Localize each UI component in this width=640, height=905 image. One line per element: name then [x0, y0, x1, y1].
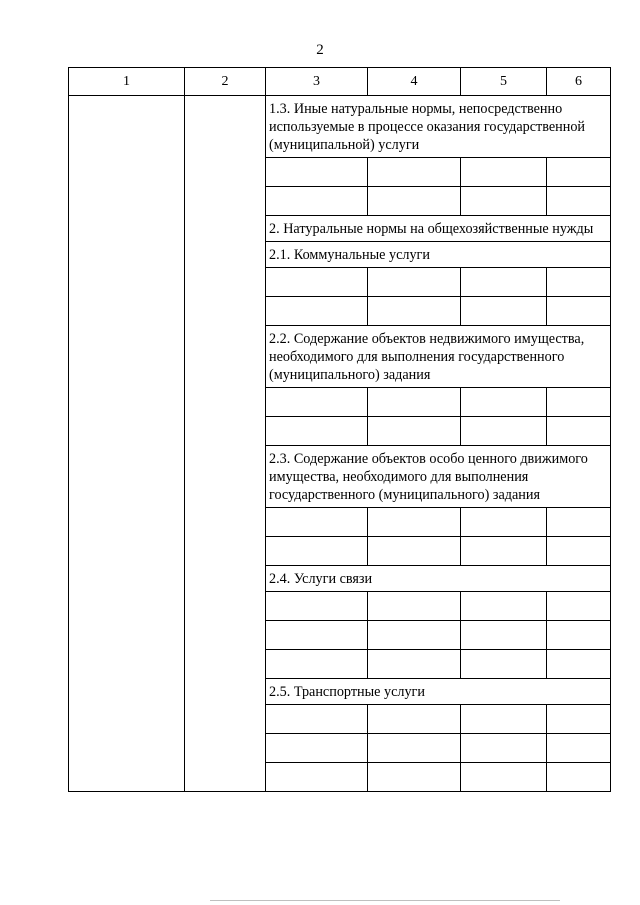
empty-cell — [368, 297, 461, 326]
empty-cell — [461, 508, 547, 537]
column-header-1: 1 — [69, 68, 185, 96]
column-header-3: 3 — [266, 68, 368, 96]
empty-cell — [547, 388, 611, 417]
empty-cell — [266, 417, 368, 446]
empty-cell — [547, 508, 611, 537]
empty-cell — [266, 763, 368, 792]
column-1-cell — [69, 96, 185, 792]
empty-cell — [461, 734, 547, 763]
empty-cell — [368, 158, 461, 187]
section-title: 1.3. Иные натуральные нормы, непосредственно используемые в процессе оказания государственной (муниципальной) услуги — [266, 96, 611, 158]
empty-cell — [547, 537, 611, 566]
empty-cell — [547, 297, 611, 326]
empty-cell — [368, 621, 461, 650]
section-title: 2.2. Содержание объектов недвижимого имущества, необходимого для выполнения государственного (муниципального) задания — [266, 326, 611, 388]
empty-cell — [266, 158, 368, 187]
column-header-4: 4 — [368, 68, 461, 96]
empty-cell — [368, 592, 461, 621]
empty-cell — [368, 508, 461, 537]
empty-cell — [547, 621, 611, 650]
empty-cell — [266, 734, 368, 763]
empty-cell — [266, 537, 368, 566]
empty-cell — [461, 537, 547, 566]
empty-cell — [461, 592, 547, 621]
empty-cell — [461, 650, 547, 679]
empty-cell — [368, 537, 461, 566]
empty-cell — [547, 187, 611, 216]
empty-cell — [547, 650, 611, 679]
empty-cell — [547, 763, 611, 792]
empty-cell — [266, 621, 368, 650]
header-row — [69, 68, 611, 96]
section-title: 2.3. Содержание объектов особо ценного движимого имущества, необходимого для выполнения государственного (муниципального) задания — [266, 446, 611, 508]
section-row — [69, 96, 611, 158]
empty-cell — [461, 763, 547, 792]
empty-cell — [266, 650, 368, 679]
empty-cell — [266, 705, 368, 734]
empty-cell — [368, 417, 461, 446]
empty-cell — [266, 508, 368, 537]
empty-cell — [461, 388, 547, 417]
section-title: 2. Натуральные нормы на общехозяйственные нужды — [266, 216, 611, 242]
empty-cell — [266, 297, 368, 326]
empty-cell — [368, 734, 461, 763]
empty-cell — [368, 705, 461, 734]
empty-cell — [461, 621, 547, 650]
empty-cell — [461, 705, 547, 734]
empty-cell — [368, 763, 461, 792]
empty-cell — [266, 268, 368, 297]
column-header-2: 2 — [185, 68, 266, 96]
empty-cell — [547, 268, 611, 297]
empty-cell — [547, 158, 611, 187]
empty-cell — [461, 158, 547, 187]
empty-cell — [547, 705, 611, 734]
empty-cell — [266, 388, 368, 417]
empty-cell — [368, 650, 461, 679]
column-header-6: 6 — [547, 68, 611, 96]
empty-cell — [368, 268, 461, 297]
norms-table — [68, 67, 611, 792]
bottom-edge-rule — [210, 900, 560, 901]
empty-cell — [547, 734, 611, 763]
empty-cell — [266, 592, 368, 621]
empty-cell — [461, 297, 547, 326]
empty-cell — [266, 187, 368, 216]
table-body — [69, 96, 611, 792]
empty-cell — [368, 187, 461, 216]
section-title: 2.4. Услуги связи — [266, 566, 611, 592]
column-2-cell — [185, 96, 266, 792]
empty-cell — [368, 388, 461, 417]
column-header-5: 5 — [461, 68, 547, 96]
empty-cell — [461, 187, 547, 216]
section-title: 2.1. Коммунальные услуги — [266, 242, 611, 268]
page-number: 2 — [316, 42, 324, 58]
empty-cell — [461, 268, 547, 297]
empty-cell — [547, 592, 611, 621]
section-title: 2.5. Транспортные услуги — [266, 679, 611, 705]
empty-cell — [461, 417, 547, 446]
empty-cell — [547, 417, 611, 446]
